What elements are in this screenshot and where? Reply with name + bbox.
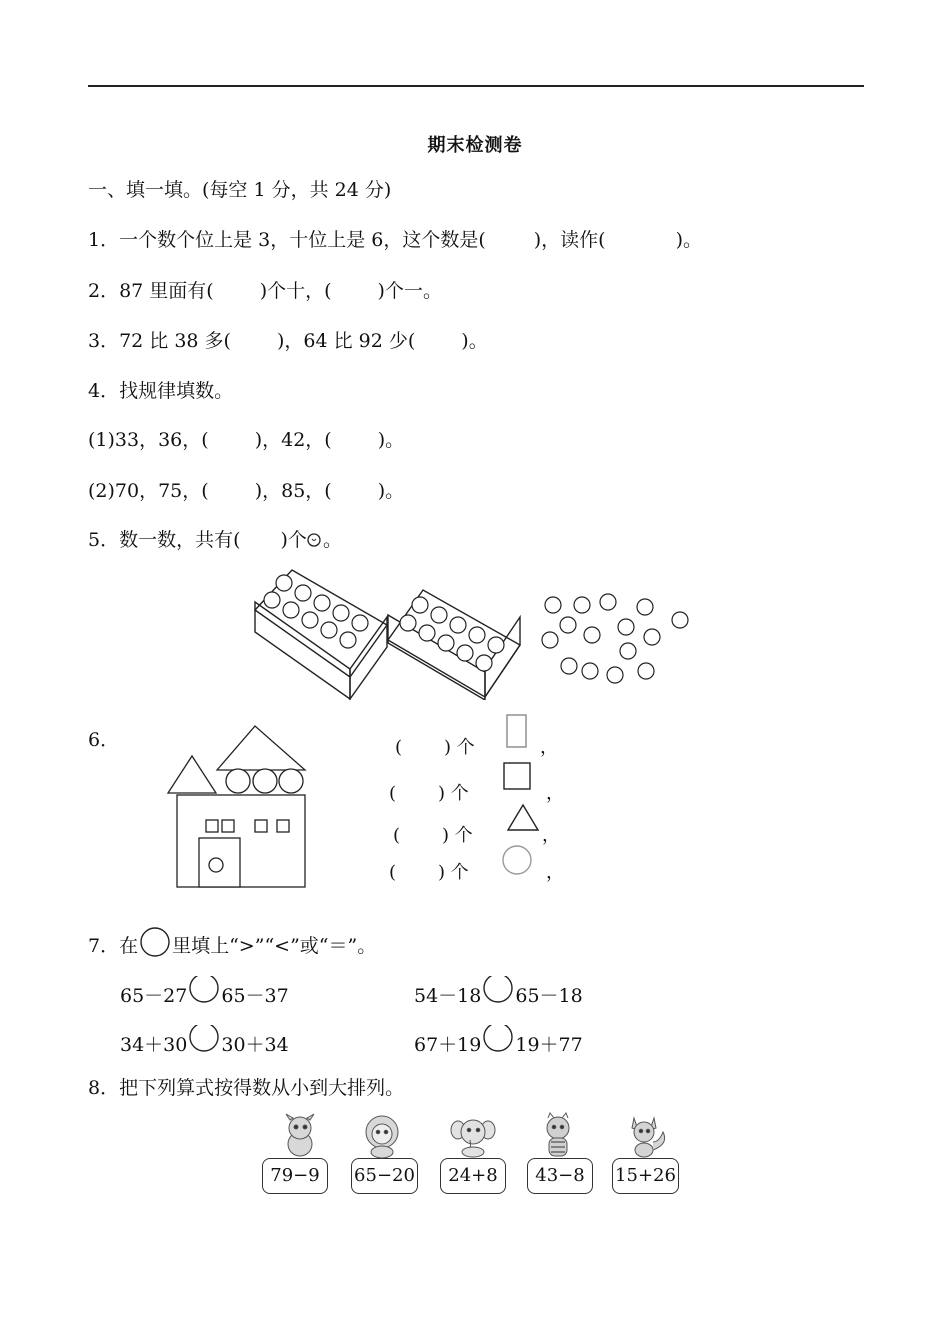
bead-counting-figure <box>250 565 700 700</box>
expression-card-1[interactable]: 79−9 <box>262 1158 328 1194</box>
question-8: 8．把下列算式按得数从小到大排列。 <box>88 1077 405 1099</box>
elephant-icon <box>450 1112 496 1158</box>
comma: ， <box>540 737 558 758</box>
square-icon <box>502 761 532 791</box>
question-4: 4．找规律填数。 <box>88 380 234 402</box>
expression-card-3[interactable]: 24+8 <box>440 1158 506 1194</box>
compare-item-4: 67＋19 19＋77 <box>414 1025 583 1057</box>
compare-circle-icon <box>138 926 172 958</box>
comma: ， <box>542 825 560 846</box>
fox-icon <box>624 1112 670 1158</box>
dragon-icon <box>278 1112 322 1158</box>
expression-card-5[interactable]: 15+26 <box>612 1158 679 1194</box>
shape-count-triangle: ( ) 个 <box>393 825 473 846</box>
circle-icon <box>500 843 534 877</box>
expression-card-4[interactable]: 43−8 <box>527 1158 593 1194</box>
section-heading: 一、填一填。(每空 1 分，共 24 分) <box>88 179 392 201</box>
shape-count-rectangle: ( ) 个 <box>395 737 475 758</box>
rectangle-icon <box>505 713 529 749</box>
comma: ， <box>546 783 564 804</box>
triangle-icon <box>506 802 540 832</box>
compare-circle-input[interactable] <box>187 1025 221 1057</box>
question-2: 2．87 里面有( )个十，( )个一。 <box>88 280 442 302</box>
expression-card-2[interactable]: 65−20 <box>351 1158 418 1194</box>
question-7: 7．在 里填上“>”“<”或“＝”。 <box>88 926 376 958</box>
tiger-icon <box>536 1112 580 1158</box>
compare-item-2: 54－18 65－18 <box>414 976 583 1008</box>
shape-count-circle: ( ) 个 <box>389 862 469 883</box>
question-4-1: (1)33，36，( )，42，( )。 <box>88 429 405 451</box>
compare-circle-input[interactable] <box>481 976 515 1008</box>
bead-icon <box>307 533 323 547</box>
compare-circle-input[interactable] <box>481 1025 515 1057</box>
question-5: 5．数一数，共有( )个 。 <box>88 529 342 551</box>
question-1: 1．一个数个位上是 3，十位上是 6，这个数是( )，读作( )。 <box>88 229 703 251</box>
compare-item-3: 34＋30 30＋34 <box>120 1025 289 1057</box>
header-rule <box>88 85 864 87</box>
compare-item-1: 65－27 65－37 <box>120 976 289 1008</box>
question-6-number: 6． <box>88 729 120 751</box>
question-4-2: (2)70，75，( )，85，( )。 <box>88 480 405 502</box>
lion-icon <box>360 1112 404 1158</box>
shape-count-square: ( ) 个 <box>389 783 469 804</box>
question-3: 3．72 比 38 多( )，64 比 92 少( )。 <box>88 330 488 352</box>
compare-circle-input[interactable] <box>187 976 221 1008</box>
comma: ， <box>546 862 564 883</box>
house-figure <box>165 722 310 890</box>
page-title: 期末检测卷 <box>427 135 523 156</box>
